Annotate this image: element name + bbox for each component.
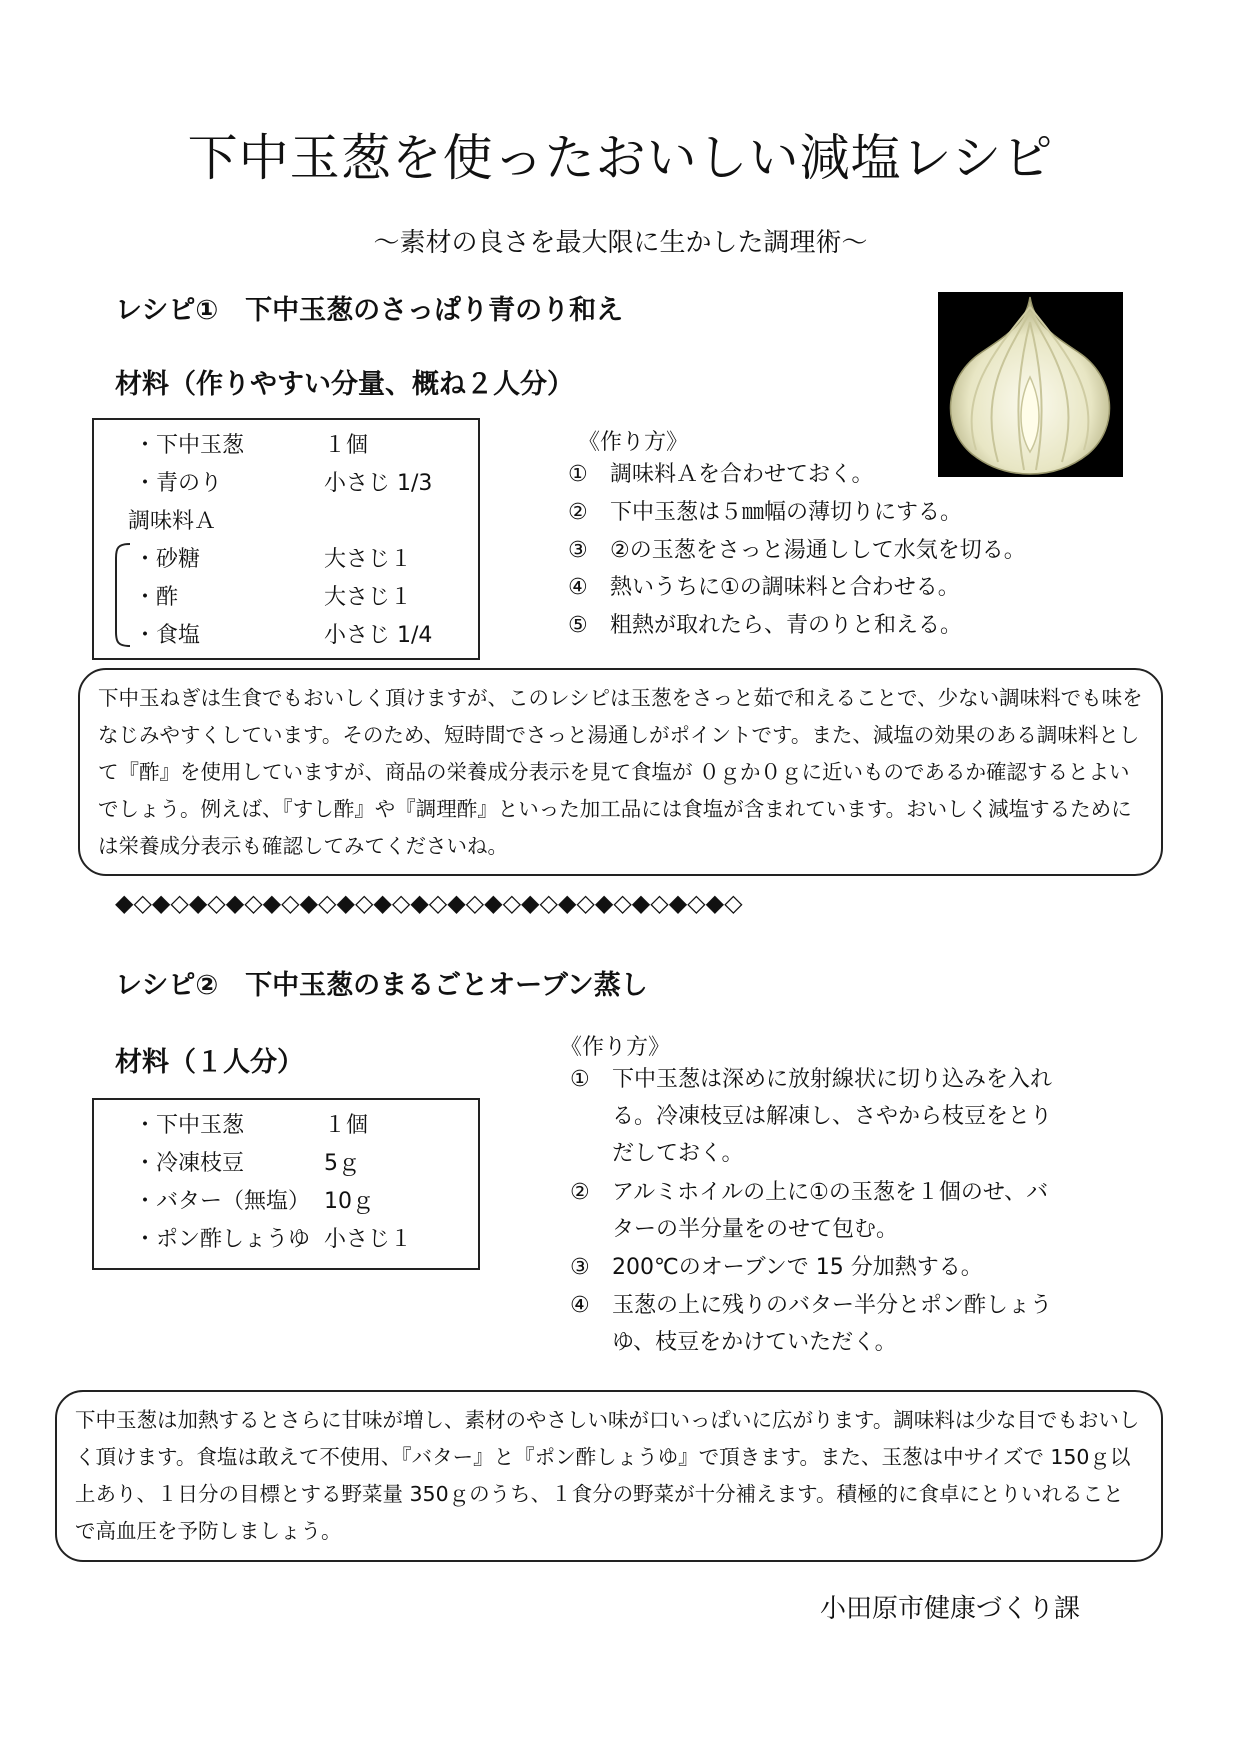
onion-icon [938, 292, 1123, 477]
recipe1-materials-heading: 材料（作りやすい分量、概ね２人分） [115, 369, 574, 400]
ingredient-amount: １個 [324, 433, 369, 458]
ingredient-name: ・下中玉葱 [134, 433, 245, 458]
step-number: ③ [568, 538, 588, 563]
step-text-line: る。冷凍枝豆は解凍し、さやから枝豆をとり [612, 1104, 1053, 1129]
step-text: 粗熱が取れたら、青のりと和える。 [610, 613, 963, 638]
seasoning-name: ・砂糖 [134, 547, 201, 572]
step-number: ③ [570, 1255, 590, 1280]
ingredient-amount: 小さじ 1/3 [324, 471, 433, 496]
step-number: ④ [568, 575, 588, 600]
step-number: ④ [570, 1293, 590, 1318]
seasoning-name: ・食塩 [134, 623, 201, 648]
step-text: 下中玉葱は５㎜幅の薄切りにする。 [610, 500, 963, 525]
ingredient-amount: 小さじ１ [324, 1227, 413, 1252]
recipe2-heading: レシピ② 下中玉葱のまるごとオーブン蒸し [115, 970, 648, 1001]
page-title: 下中玉葱を使ったおいしい減塩レシピ [187, 129, 1054, 187]
ingredient-amount: １個 [324, 1113, 369, 1138]
step-text-line: 玉葱の上に残りのバター半分とポン酢しょう [612, 1293, 1053, 1318]
step-text-line: アルミホイルの上に①の玉葱を１個のせ、バ [612, 1180, 1049, 1205]
seasoning-amount: 大さじ１ [324, 547, 413, 572]
step-text-line: ゆ、枝豆をかけていただく。 [612, 1330, 897, 1355]
seasoning-amount: 大さじ１ [324, 585, 413, 610]
ingredient-name: ・バター（無塩） [134, 1189, 311, 1214]
recipe2-ingredients-box [92, 1098, 480, 1270]
step-text: ②の玉葱をさっと湯通しして水気を切る。 [610, 538, 1026, 563]
divider: ◆◇◆◇◆◇◆◇◆◇◆◇◆◇◆◇◆◇◆◇◆◇◆◇◆◇◆◇◆◇◆◇◆◇ [115, 889, 743, 917]
step-text-line: 200℃のオーブンで 15 分加熱する。 [612, 1255, 983, 1280]
recipe2-materials-heading: 材料（１人分） [115, 1047, 304, 1078]
step-text: 調味料Ａを合わせておく。 [610, 462, 874, 487]
bracket-icon [110, 540, 132, 650]
step-text-line: 下中玉葱は深めに放射線状に切り込みを入れ [612, 1067, 1053, 1092]
ingredient-name: ・下中玉葱 [134, 1113, 245, 1138]
recipe1-ingredients-box [92, 418, 480, 660]
page-subtitle: ～素材の良さを最大限に生かした調理術～ [373, 228, 868, 258]
step-text: 熱いうちに①の調味料と合わせる。 [610, 575, 960, 600]
step-number: ② [570, 1180, 590, 1205]
recipe1-note: 下中玉ねぎは生食でもおいしく頂けますが、このレシピは玉葱をさっと茹で和えることで、少ない調味料でも味をなじみやすくしています。そのため、短時間でさっと湯通しがポイントです。また、減塩の効果のある調味料として『酢』を使用していますが、商品の栄養成分表示を見て食塩が ０ｇか０ｇに近いものであるか確認するとよいでしょう。例えば、『すし酢』や『調理酢』といった加工品には食塩が含まれています。おいしく減塩するためには栄養成分表示も確認してみてくださいね。 [78, 668, 1163, 876]
footer-organization: 小田原市健康づくり課 [820, 1594, 1081, 1624]
ingredient-name: ・ポン酢しょうゆ [134, 1227, 311, 1252]
seasoning-name: ・酢 [134, 585, 179, 610]
seasoning-label: 調味料Ａ [128, 509, 217, 534]
ingredient-amount: 5ｇ [324, 1151, 360, 1176]
ingredient-name: ・冷凍枝豆 [134, 1151, 245, 1176]
recipe1-method-title: 《作り方》 [578, 430, 689, 455]
seasoning-amount: 小さじ 1/4 [324, 623, 433, 648]
step-text-line: だしておく。 [612, 1141, 744, 1166]
ingredient-amount: 10ｇ [324, 1189, 374, 1214]
step-text-line: ターの半分量をのせて包む。 [612, 1217, 899, 1242]
step-number: ⑤ [568, 613, 588, 638]
onion-photo [938, 292, 1123, 477]
recipe2-method-title: 《作り方》 [560, 1035, 671, 1060]
step-number: ① [570, 1067, 590, 1092]
step-number: ② [568, 500, 588, 525]
ingredient-name: ・青のり [134, 471, 223, 496]
recipe1-heading: レシピ① 下中玉葱のさっぱり青のり和え [115, 295, 624, 326]
recipe2-note: 下中玉葱は加熱するとさらに甘味が増し、素材のやさしい味が口いっぱいに広がります。調味料は少な目でもおいしく頂けます。食塩は敢えて不使用、『バター』と『ポン酢しょうゆ』で頂きます。また、玉葱は中サイズで 150ｇ以上あり、１日分の目標とする野菜量 350ｇのうち、１食分の野菜が十分補えます。積極的に食卓にとりいれることで高血圧を予防しましょう。 [55, 1390, 1163, 1562]
step-number: ① [568, 462, 588, 487]
